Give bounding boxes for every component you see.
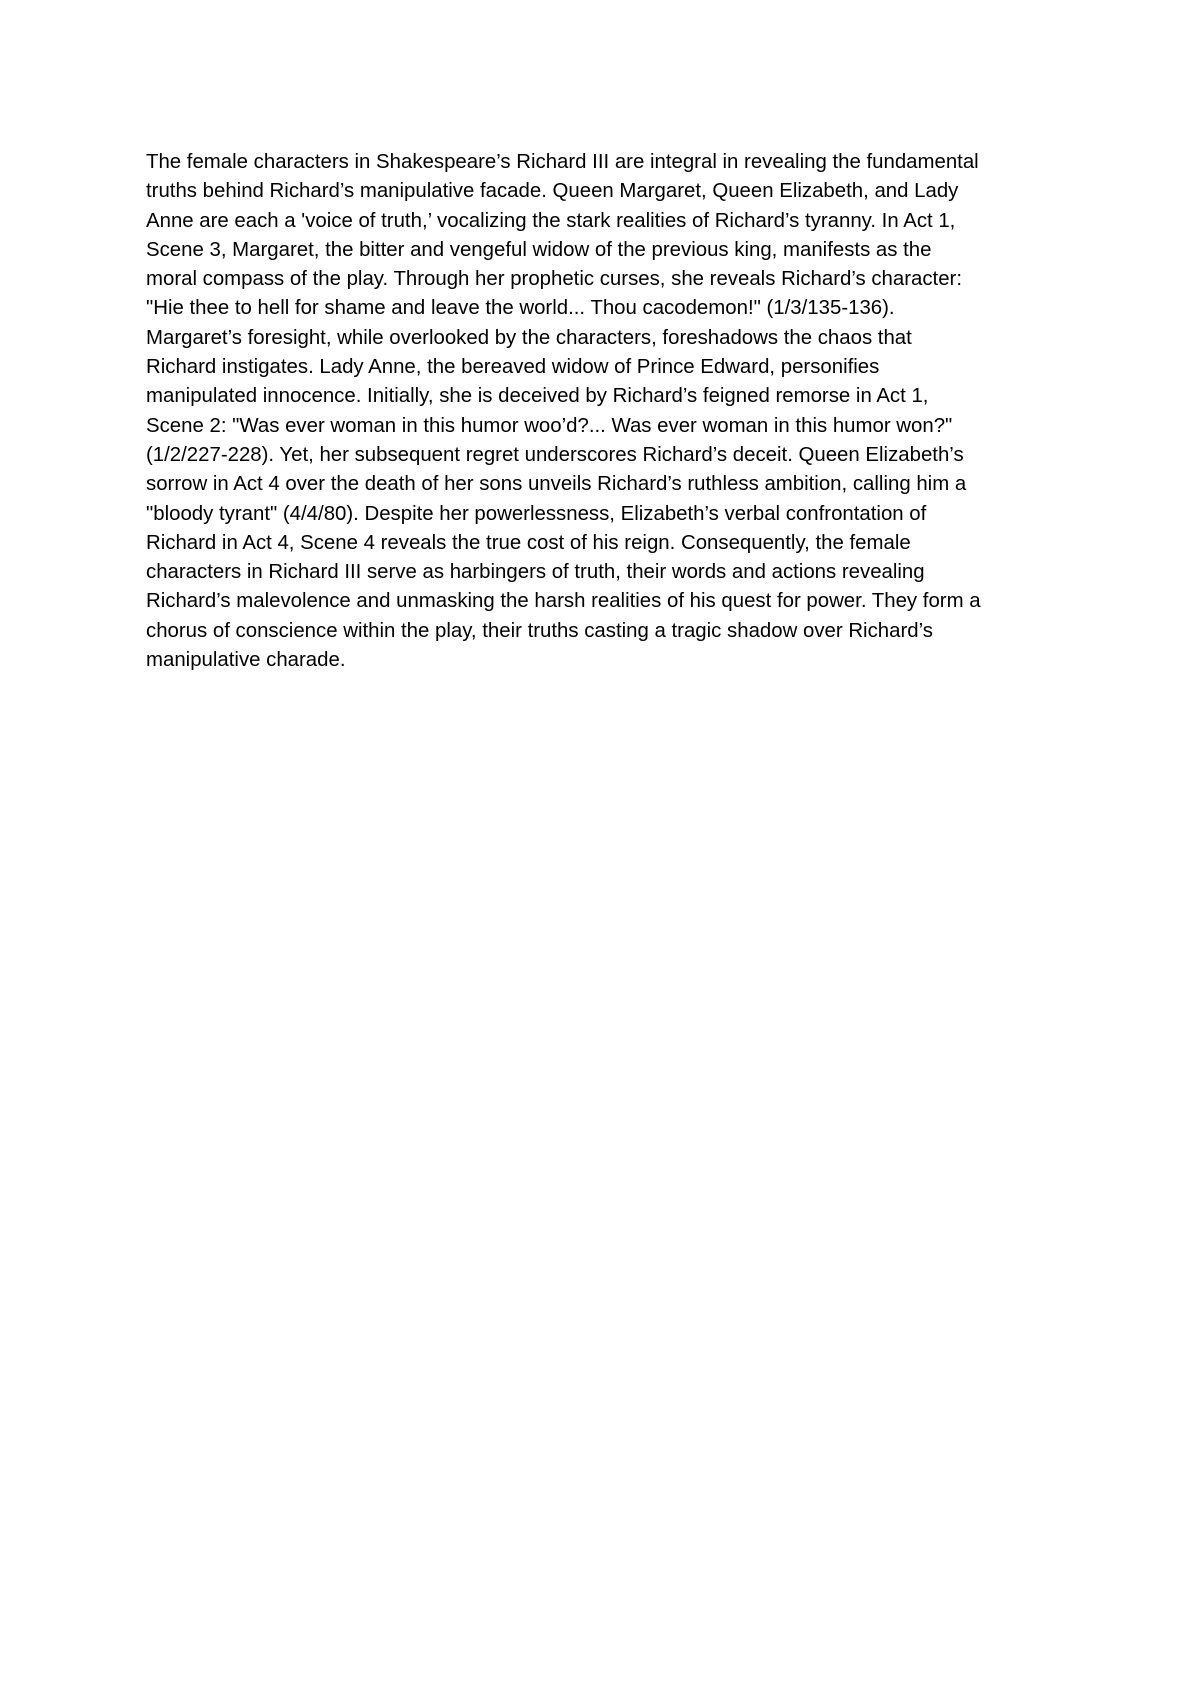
paragraph-line: Scene 3, Margaret, the bitter and vengeful widow of the previous king, manifests as the <box>146 238 932 261</box>
paragraph-line: moral compass of the play. Through her prophetic curses, she reveals Richard’s character: <box>146 268 963 291</box>
paragraph-line: manipulative charade. <box>146 649 346 672</box>
paragraph-line: The female characters in Shakespeare’s Richard III are integral in revealing the fundamental <box>146 151 979 173</box>
paragraph-line: chorus of conscience within the play, their truths casting a tragic shadow over Richard’s <box>146 619 933 642</box>
essay-paragraph <box>146 148 1076 675</box>
paragraph-line: Richard in Act 4, Scene 4 reveals the true cost of his reign. Consequently, the female <box>146 531 911 554</box>
paragraph-line: Margaret’s foresight, while overlooked by the characters, foreshadows the chaos that <box>146 326 912 349</box>
paragraph-line: Scene 2: "Was ever woman in this humor woo’d?... Was ever woman in this humor won?" <box>146 414 953 437</box>
paragraph-line: manipulated innocence. Initially, she is deceived by Richard’s feigned remorse in Act 1, <box>146 385 929 408</box>
paragraph-line: Anne are each a 'voice of truth,’ vocalizing the stark realities of Richard’s tyranny. In Act 1, <box>146 209 956 232</box>
paragraph-line: sorrow in Act 4 over the death of her sons unveils Richard’s ruthless ambition, calling him a <box>146 473 967 496</box>
paragraph-line: truths behind Richard’s manipulative facade. Queen Margaret, Queen Elizabeth, and Lady <box>146 180 959 203</box>
paragraph-line: "Hie thee to hell for shame and leave the world... Thou cacodemon!" (1/3/135-136). <box>146 297 895 320</box>
paragraph-line: (1/2/227-228). Yet, her subsequent regret underscores Richard’s deceit. Queen Elizabeth’s <box>146 443 964 466</box>
paragraph-line: characters in Richard III serve as harbingers of truth, their words and actions revealing <box>146 561 925 584</box>
paragraph-line: Richard’s malevolence and unmasking the harsh realities of his quest for power. They form a <box>146 590 981 613</box>
paragraph-line: "bloody tyrant" (4/4/80). Despite her powerlessness, Elizabeth’s verbal confrontation of <box>146 502 927 525</box>
paragraph-line: Richard instigates. Lady Anne, the bereaved widow of Prince Edward, personifies <box>146 356 880 379</box>
